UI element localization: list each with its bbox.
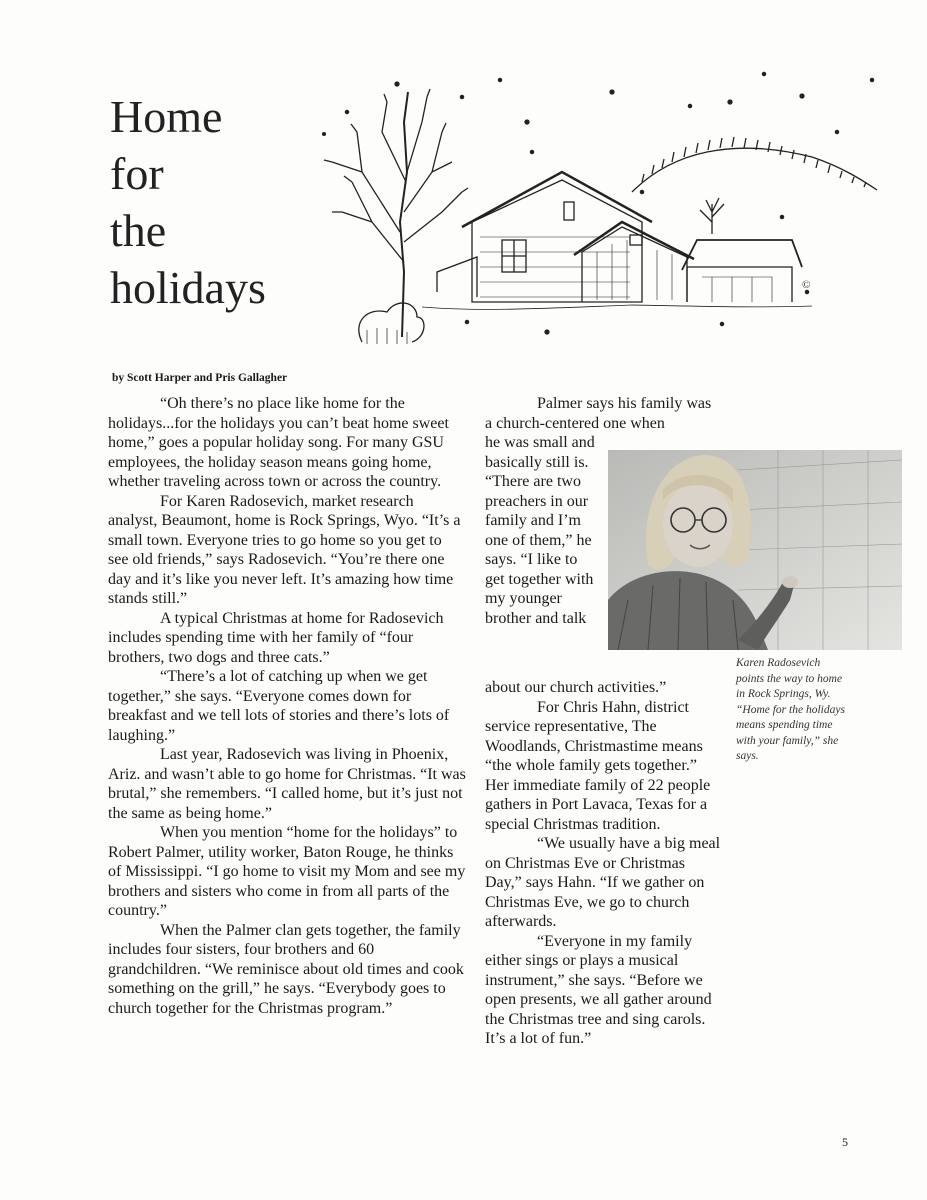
article-column-2-lower [485, 678, 723, 1049]
karen-radosevich-photo [608, 450, 902, 650]
headline-line: Home [110, 91, 223, 142]
paragraph: When you mention “home for the holidays” to Robert Palmer, utility worker, Baton Rouge, he thinks of Mississippi. “I go home to visit my Mom and see my brothers and sisters who come in from all parts of the country.” [108, 824, 466, 919]
byline: by Scott Harper and Pris Gallagher [112, 372, 288, 384]
page-number: 5 [842, 1135, 848, 1149]
paragraph: “There’s a lot of catching up when we get together,” she says. “Everyone comes down for breakfast and we tell lots of stories and there’s lots of laughing.” [108, 668, 450, 744]
headline [110, 88, 310, 316]
paragraph: Palmer says his family was a church-centered one when [485, 395, 712, 432]
headline-line: holidays [110, 262, 266, 313]
paragraph: When the Palmer clan gets together, the family includes four sisters, four brothers and 60 grandchildren. “We reminisce about old times and cook something on the grill,” he says. “Everybody goes to church together for the Christmas program.” [108, 921, 464, 1017]
paragraph: Last year, Radosevich was living in Phoenix, Ariz. and wasn’t able to go home for Christmas. “It was brutal,” she remembers. “I called home, but it’s just not the same as being home.” [108, 746, 466, 822]
article-column-2-wrap [485, 433, 595, 628]
paragraph: For Chris Hahn, district service representative, The Woodlands, Christmastime means “the whole family gets together.” Her immediate family of 22 people gathers in Port Lavaca, Texas for a special Christmas tradition. [485, 698, 711, 833]
paragraph: “Oh there’s no place like home for the holidays...for the holidays you can’t beat home sweet home,” goes a popular holiday song. For many GSU employees, the holiday season means going home, whether traveling across town or across the country. [108, 395, 449, 490]
article-column-1 [108, 394, 466, 1018]
paragraph: A typical Christmas at home for Radosevich includes spending time with her family of “four brothers, two dogs and three cats.” [108, 609, 444, 666]
copyright-mark: © [802, 279, 811, 291]
headline-line: the [110, 205, 167, 256]
photo-caption: Karen Radosevich points the way to home in Rock Springs, Wy. “Home for the holidays means spending time with your family,” she says. [736, 657, 845, 762]
paragraph-wrap: he was small and basically still is. “There are two preachers in our family and I’m one of them,” he says. “I like to get together with my younger brother and talk [485, 434, 595, 627]
paragraph: “Everyone in my family either sings or plays a musical instrument,” she says. “Before we open presents, we all gather around the Christmas tree and sing carols. It’s a lot of fun.” [485, 932, 712, 1047]
headline-line: for [110, 148, 164, 199]
winter-house-illustration [312, 62, 912, 352]
paragraph: “We usually have a big meal on Christmas Eve or Christmas Day,” says Hahn. “If we gather on Christmas Eve, we go to church afterwards. [485, 835, 721, 930]
paragraph-continued: about our church activities.” [485, 679, 667, 696]
article-column-2-top [485, 394, 720, 433]
paragraph: For Karen Radosevich, market research analyst, Beaumont, home is Rock Springs, Wyo. “It’s a small town. Everyone tries to go home so you get to see old friends,” says Radosevich. “You’re there one day and it’s like you never left. It’s amazing how time stands still.” [108, 492, 461, 607]
